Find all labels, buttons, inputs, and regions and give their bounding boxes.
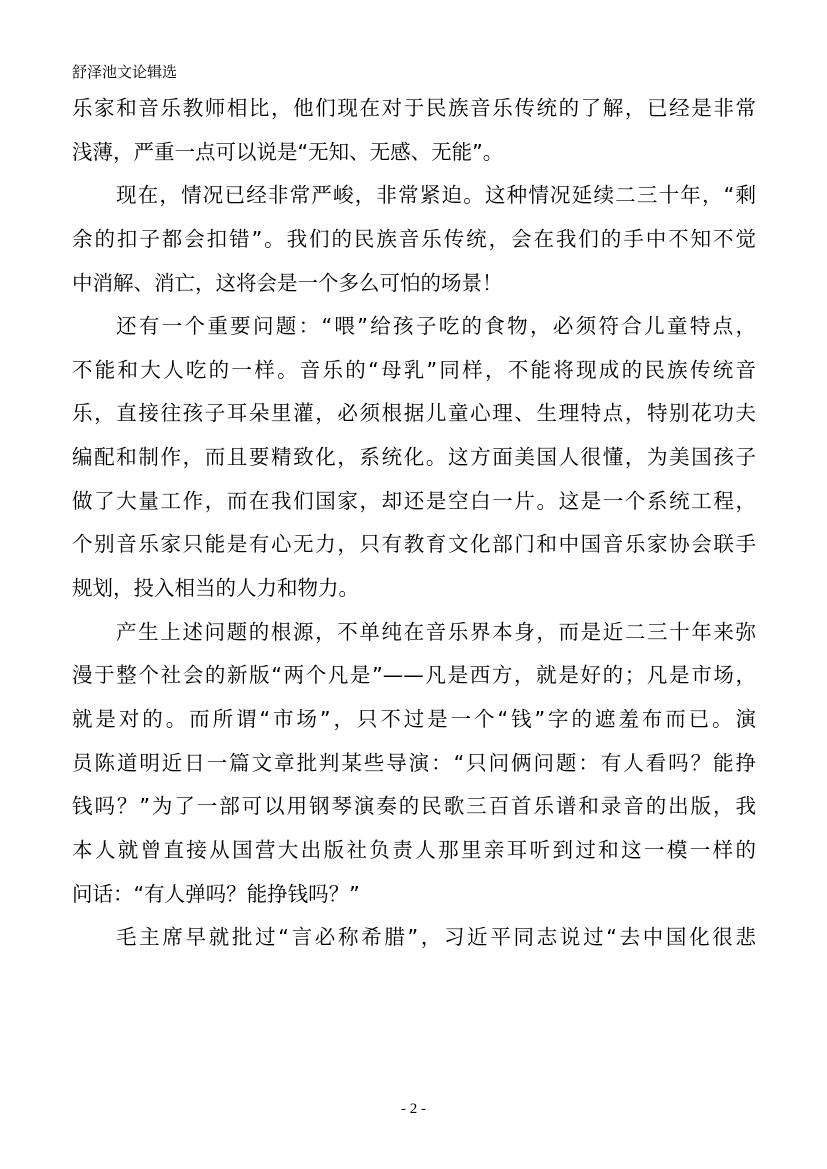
running-header: 舒泽池文论辑选 [72, 63, 178, 81]
text-line: 余的扣子都会扣错”。我们的民族音乐传统，会在我们的手中不知不觉 [72, 226, 756, 251]
text-line: 编配和制作，而且要精致化，系统化。这方面美国人很懂，为美国孩子 [72, 445, 756, 470]
text-line: 问话：“有人弹吗？能挣钱吗？” [72, 881, 360, 906]
text-line: 中消解、消亡，这将会是一个多么可怕的场景！ [72, 270, 503, 295]
text-line: 还有一个重要问题：“喂”给孩子吃的食物，必须符合儿童特点， [116, 314, 756, 339]
text-line: 乐家和音乐教师相比，他们现在对于民族音乐传统的了解，已经是非常 [72, 96, 756, 120]
text-line: 不能和大人吃的一样。音乐的“母乳”同样，不能将现成的民族传统音 [72, 357, 756, 382]
text-line: 本人就曾直接从国营大出版社负责人那里亲耳听到过和这一模一样的 [72, 837, 756, 862]
text-line: 就是对的。而所谓“市场”，只不过是一个“钱”字的遮羞布而已。演 [72, 706, 756, 731]
text-line: 毛主席早就批过“言必称希腊”，习近平同志说过“去中国化很悲 [116, 925, 756, 950]
text-line: 钱吗？”为了一部可以用钢琴演奏的民歌三百首乐谱和录音的出版，我 [72, 794, 756, 819]
text-line: 现在，情况已经非常严峻，非常紧迫。这种情况延续二三十年，“剩 [116, 183, 756, 208]
text-line: 产生上述问题的根源，不单纯在音乐界本身，而是近二三十年来弥 [116, 619, 756, 644]
text-line: 乐，直接往孩子耳朵里灌，必须根据儿童心理、生理特点，特别花功夫 [72, 401, 756, 426]
text-line: 漫于整个社会的新版“两个凡是”——凡是西方，就是好的；凡是市场， [72, 663, 756, 688]
text-line: 做了大量工作，而在我们国家，却还是空白一片。这是一个系统工程， [72, 488, 756, 513]
body-text [72, 87, 756, 960]
text-line: 员陈道明近日一篇文章批判某些导演：“只问俩问题：有人看吗？能挣 [72, 750, 756, 775]
page-number: - 2 - [401, 1101, 426, 1117]
text-line: 浅薄，严重一点可以说是“无知、无感、无能”。 [72, 139, 504, 164]
text-line: 个别音乐家只能是有心无力，只有教育文化部门和中国音乐家协会联手 [72, 532, 756, 557]
text-line: 规划，投入相当的人力和物力。 [72, 576, 359, 601]
